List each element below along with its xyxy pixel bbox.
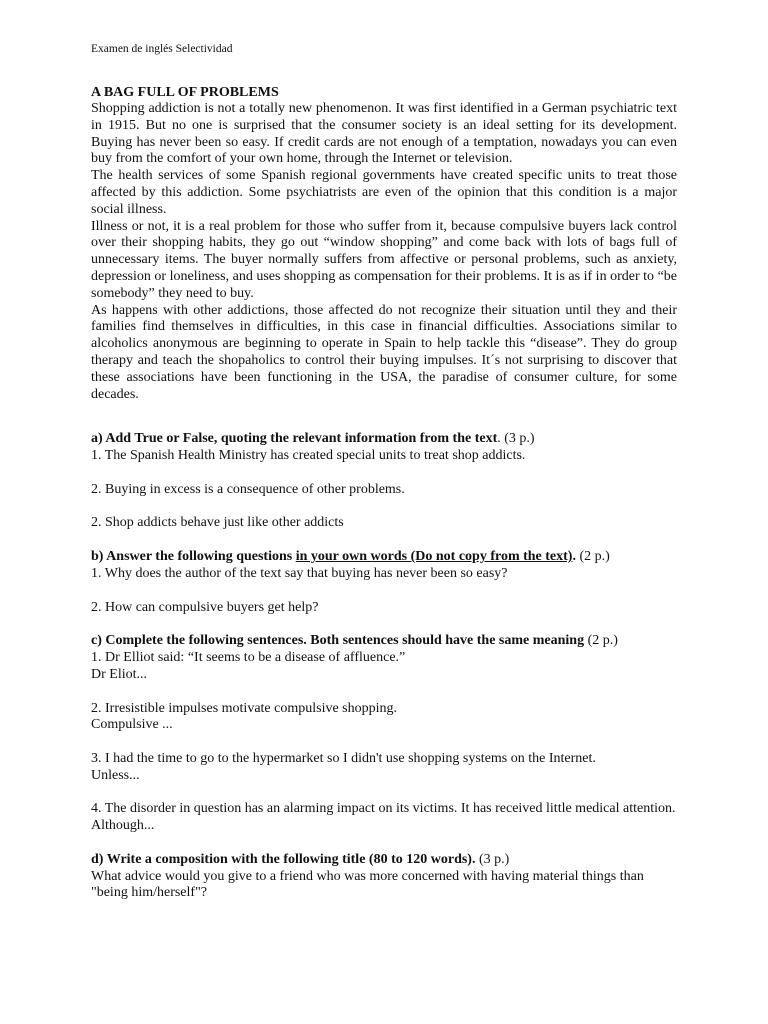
question-c4-start: Although... [91, 818, 155, 834]
section-d [91, 852, 677, 902]
question-b2: 2. How can compulsive buyers get help? [91, 599, 319, 615]
section-b-heading: b) Answer the following questions [91, 549, 296, 565]
question-d-prompt: What advice would you give to a friend who was more concerned with having material things than "being him/herself"? [91, 868, 644, 901]
question-c2-start: Compulsive ... [91, 717, 173, 733]
paragraph-3: Illness or not, it is a real problem for those who suffer from it, because compulsive buyers lack control over their shopping habits, they go out “window shopping” and come back with lots of bags full of unnecessary items. The buyer normally suffers from affective or personal problems, such as anxiety, depression or loneliness, and uses shopping as compensation for their problems. It is as if in order to “be somebody” they need to buy. [91, 218, 677, 301]
exam-page [91, 42, 677, 902]
section-b-heading-end: . [572, 549, 576, 565]
section-c [91, 633, 677, 835]
paragraph-4: As happens with other addictions, those affected do not recognize their situation until they and their families find themselves in difficulties, in this case in financial difficulties. Associations similar to alcoholics anonymous are beginning to operate in Spain to help tackle this “disease”. They do group therapy and teach the shopaholics to control their buying impulses. It´s not surprising to discover that these associations have been functioning in the USA, the paradise of consumer culture, for some decades. [91, 302, 677, 402]
question-c3-prompt: 3. I had the time to go to the hypermarket so I didn't use shopping systems on the Internet. [91, 750, 596, 766]
question-c1-prompt: 1. Dr Elliot said: “It seems to be a disease of affluence.” [91, 650, 406, 666]
section-a-heading: a) Add True or False, quoting the relevant information from the text [91, 431, 498, 447]
section-d-points: (3 p.) [475, 851, 510, 867]
paragraph-1: Shopping addiction is not a totally new phenomenon. It was first identified in a German psychiatric text in 1915. But no one is surprised that the consumer society is an ideal setting for its development. Buying has never been so easy. If credit cards are not enough of a temptation, nowadays you can even buy from the comfort of your own home, through the Internet or television. [91, 101, 677, 167]
question-c4-prompt: 4. The disorder in question has an alarming impact on its victims. It has received little medical attention. [91, 801, 676, 817]
question-c2-prompt: 2. Irresistible impulses motivate compulsive shopping. [91, 700, 398, 716]
question-a1: 1. The Spanish Health Ministry has created special units to treat shop addicts. [91, 448, 526, 464]
question-a2: 2. Buying in excess is a consequence of other problems. [91, 481, 405, 497]
text-title: A BAG FULL OF PROBLEMS [91, 85, 279, 100]
paragraph-2: The health services of some Spanish regional governments have created specific units to treat those affected by this addiction. Some psychiatrists are even of the opinion that this condition is a major social illness. [91, 168, 677, 217]
section-c-heading: c) Complete the following sentences. Both sentences should have the same meaning [91, 633, 585, 649]
question-b1: 1. Why does the author of the text say that buying has never been so easy? [91, 565, 508, 581]
section-b-heading-underlined: in your own words (Do not copy from the text) [295, 549, 573, 565]
question-c1-start: Dr Eliot... [91, 666, 147, 682]
section-a-points: . (3 p.) [497, 431, 535, 447]
question-a3: 2. Shop addicts behave just like other addicts [91, 515, 344, 531]
section-d-heading: d) Write a composition with the following title (80 to 120 words). [91, 851, 476, 867]
section-b [91, 549, 677, 616]
question-c3-start: Unless... [91, 767, 140, 783]
section-a [91, 431, 677, 532]
section-b-points: (2 p.) [575, 549, 610, 565]
section-c-points: (2 p.) [584, 633, 618, 649]
reading-text [91, 85, 677, 403]
page-header: Examen de inglés Selectividad [91, 43, 233, 55]
